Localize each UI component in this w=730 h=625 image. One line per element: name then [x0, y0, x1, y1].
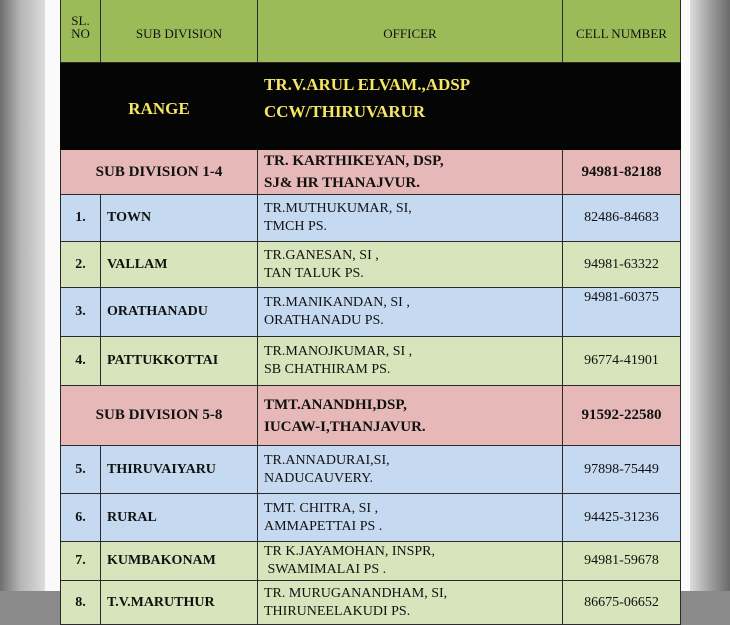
table-row	[61, 581, 681, 625]
row-number: 2.	[61, 242, 101, 288]
header-cell-number: CELL NUMBER	[563, 0, 681, 63]
range-label: RANGE	[61, 63, 258, 150]
row-sub-division: PATTUKKOTTAI	[101, 337, 258, 386]
table-row	[61, 195, 681, 242]
row-officer: TR K.JAYAMOHAN, INSPR, SWAMIMALAI PS .	[258, 542, 563, 581]
row-cell-number: 94425-31236	[563, 494, 681, 542]
row-cell-number: 82486-84683	[563, 195, 681, 242]
row-officer: TR.MANOJKUMAR, SI , SB CHATHIRAM PS.	[258, 337, 563, 386]
sub-division-label: SUB DIVISION 1-4	[61, 150, 258, 195]
table-row	[61, 288, 681, 337]
row-sub-division: T.V.MARUTHUR	[101, 581, 258, 625]
row-officer: TR.ANNADURAI,SI, NADUCAUVERY.	[258, 446, 563, 494]
row-number: 3.	[61, 288, 101, 337]
row-officer: TR.MUTHUKUMAR, SI, TMCH PS.	[258, 195, 563, 242]
table-row	[61, 542, 681, 581]
background-frame-right	[690, 0, 730, 591]
row-sub-division: KUMBAKONAM	[101, 542, 258, 581]
row-officer: TR. MURUGANANDHAM, SI, THIRUNEELAKUDI PS.	[258, 581, 563, 625]
row-number: 7.	[61, 542, 101, 581]
sub-division-row	[61, 386, 681, 446]
row-cell-number: 94981-63322	[563, 242, 681, 288]
header-sub-division: SUB DIVISION	[101, 0, 258, 63]
sub-division-cell-number: 94981-82188	[563, 150, 681, 195]
row-officer: TR.GANESAN, SI , TAN TALUK PS.	[258, 242, 563, 288]
background-frame-left	[0, 0, 45, 591]
row-officer: TMT. CHITRA, SI , AMMAPETTAI PS .	[258, 494, 563, 542]
row-officer: TR.MANIKANDAN, SI , ORATHANADU PS.	[258, 288, 563, 337]
row-number: 8.	[61, 581, 101, 625]
row-sub-division: RURAL	[101, 494, 258, 542]
row-number: 4.	[61, 337, 101, 386]
sub-division-row	[61, 150, 681, 195]
sub-division-cell-number: 91592-22580	[563, 386, 681, 446]
row-sub-division: TOWN	[101, 195, 258, 242]
table-header-row	[61, 0, 681, 63]
table-row	[61, 337, 681, 386]
officer-roster-table	[60, 0, 681, 625]
row-cell-number: 94981-60375	[563, 288, 681, 337]
row-cell-number: 96774-41901	[563, 337, 681, 386]
header-officer: OFFICER	[258, 0, 563, 63]
row-number: 5.	[61, 446, 101, 494]
sub-division-officer: TMT.ANANDHI,DSP, IUCAW-I,THANJAVUR.	[258, 386, 563, 446]
row-sub-division: THIRUVAIYARU	[101, 446, 258, 494]
row-number: 1.	[61, 195, 101, 242]
table-row	[61, 446, 681, 494]
row-sub-division: VALLAM	[101, 242, 258, 288]
row-cell-number: 86675-06652	[563, 581, 681, 625]
sub-division-label: SUB DIVISION 5-8	[61, 386, 258, 446]
header-sl-no: SL. NO	[61, 0, 101, 63]
table-row	[61, 242, 681, 288]
row-cell-number: 94981-59678	[563, 542, 681, 581]
row-cell-number: 97898-75449	[563, 446, 681, 494]
row-number: 6.	[61, 494, 101, 542]
row-sub-division: ORATHANADU	[101, 288, 258, 337]
range-officer: TR.V.ARUL ELVAM.,ADSP CCW/THIRUVARUR	[258, 63, 681, 150]
table-row	[61, 494, 681, 542]
range-row	[61, 63, 681, 150]
sub-division-officer: TR. KARTHIKEYAN, DSP, SJ& HR THANAJVUR.	[258, 150, 563, 195]
